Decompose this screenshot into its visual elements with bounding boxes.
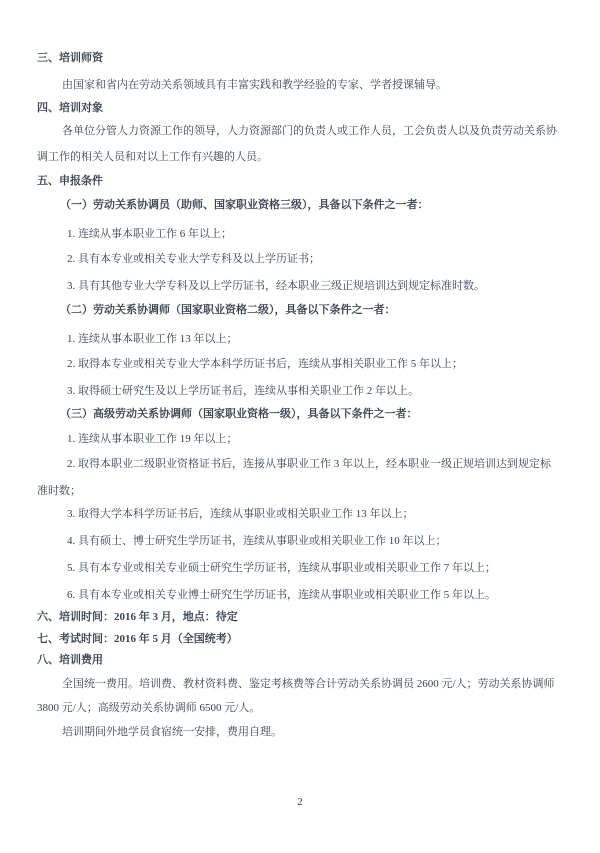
list-item: 6. 具有本专业或相关专业博士研究生学历证书，连续从事职业或相关职业工作 5 年以上。 xyxy=(67,589,496,601)
list-item: 3. 具有其他专业大学专科及以上学历证书，经本职业三级正规培训达到规定标准时数。 xyxy=(67,280,485,292)
sub-heading-1: （一）劳动关系协调员（助师、国家职业资格三级），具备以下条件之一者： xyxy=(60,199,429,211)
list-item: 2. 取得本专业或相关专业大学本科学历证书后，连续从事相关职业工作 5 年以上； xyxy=(67,358,463,370)
list-item: 5. 具有本专业或相关专业硕士研究生学历证书，连续从事职业或相关职业工作 7 年以上； xyxy=(67,562,496,574)
list-item: 2. 具有本专业或相关专业大学专科及以上学历证书； xyxy=(67,253,320,265)
section-heading-6: 六、培训时间：2016 年 3 月，地点：待定 xyxy=(37,611,238,623)
list-item: 2. 取得本职业二级职业资格证书后，连接从事职业工作 3 年以上，经本职业一级正规培训达到规定标 xyxy=(67,458,551,470)
sub-heading-2: （二）劳动关系协调师（国家职业资格二级），具备以下条件之一者： xyxy=(60,304,396,316)
section-heading-5: 五、申报条件 xyxy=(37,175,103,187)
list-item: 3. 取得大学本科学历证书后，连续从事职业或相关职业工作 13 年以上； xyxy=(67,508,414,520)
list-item: 1. 连续从事本职业工作 13 年以上； xyxy=(67,333,238,345)
section-heading-3: 三、培训师资 xyxy=(37,52,103,64)
list-item: 3. 取得硕士研究生及以上学历证书后，连续从事相关职业工作 2 年以上。 xyxy=(67,385,419,397)
sub-heading-3: （三）高级劳动关系协调师（国家职业资格一级），具备以下条件之一者： xyxy=(60,408,418,420)
paragraph-line: 3800 元/人；高级劳动关系协调师 6500 元/人。 xyxy=(37,702,261,714)
paragraph-line: 培训期间外地学员食宿统一安排，费用自理。 xyxy=(62,726,282,738)
list-item-continuation: 准时数； xyxy=(37,485,81,497)
paragraph-line: 各单位分管人力资源工作的领导，人力资源部门的负责人或工作人员，工会负责人以及负责劳动关系协 xyxy=(62,125,557,137)
paragraph-line: 调工作的相关人员和对以上工作有兴趣的人员。 xyxy=(37,151,268,163)
paragraph-line: 由国家和省内在劳动关系领域具有丰富实践和教学经验的专家、学者授课辅导。 xyxy=(62,79,447,91)
page-number: 2 xyxy=(297,796,303,808)
paragraph-line: 全国统一费用。培训费、教材资料费、鉴定考核费等合计劳动关系协调员 2600 元/人；劳动关系协调师 xyxy=(62,678,555,690)
list-item: 1. 连续从事本职业工作 6 年以上； xyxy=(67,228,232,240)
section-heading-4: 四、培训对象 xyxy=(37,102,103,114)
list-item: 1. 连续从事本职业工作 19 年以上； xyxy=(67,433,238,445)
section-heading-8: 八、培训费用 xyxy=(37,654,103,666)
list-item: 4. 具有硕士、博士研究生学历证书，连续从事职业或相关职业工作 10 年以上； xyxy=(67,535,447,547)
section-heading-7: 七、考试时间：2016 年 5 月（全国统考） xyxy=(37,633,238,645)
